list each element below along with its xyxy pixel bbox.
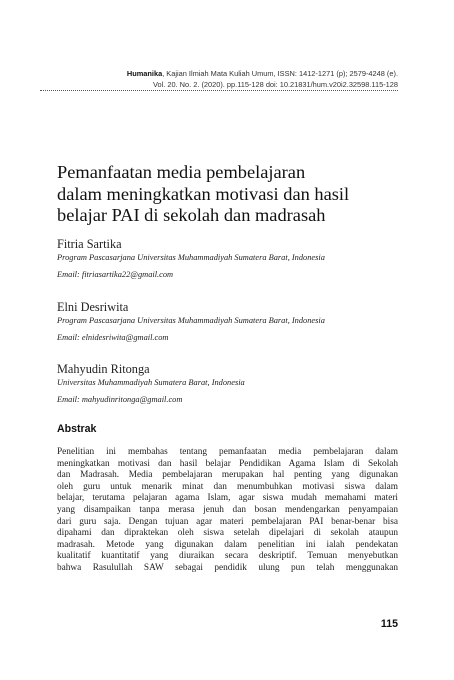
author-block — [57, 299, 402, 344]
author-block — [57, 361, 402, 406]
author-email: Email: fitriasartika22@gmail.com — [57, 270, 174, 279]
author-affiliation: Program Pascasarjana Universitas Muhammadiyah Sumatera Barat, Indonesia — [57, 316, 325, 325]
journal-issn: , Kajian Ilmiah Mata Kuliah Umum, ISSN: 1412-1271 (p); 2579-4248 (e). — [162, 69, 398, 78]
abstract-line: madrasah. Metode yang digunakan dalam penelitian ini ialah pendekatan — [57, 539, 398, 550]
journal-header-line-1 — [40, 68, 398, 79]
page-number: 115 — [380, 618, 398, 630]
journal-header — [40, 68, 398, 90]
abstract-line: dan Madrasah. Media pembelajaran merupakan hal penting yang digunakan — [57, 470, 398, 481]
article-title — [57, 162, 402, 227]
author-block — [57, 236, 402, 281]
article-title-line: dalam meningkatkan motivasi dan hasil — [57, 183, 350, 204]
author-name: Fitria Sartika — [57, 237, 122, 251]
abstract-line: oleh guru untuk menarik minat dan menumbuhkan motivasi siswa dalam — [57, 481, 398, 492]
journal-header-line-2: Vol. 20. No. 2. (2020). pp.115-128 doi: 10.21831/hum.v20i2.32598.115-128 — [152, 80, 398, 89]
abstract-line: dipahami dan dipraktekan oleh siswa setelah dipelajari di sekolah ataupun — [57, 528, 398, 539]
author-name: Mahyudin Ritonga — [57, 362, 150, 376]
abstract-line: meningkatkan motivasi dan hasil belajar Pendidikan Agama Islam di Sekolah — [57, 458, 398, 469]
abstract-heading: Abstrak — [57, 423, 97, 435]
author-affiliation: Universitas Muhammadiyah Sumatera Barat, Indonesia — [57, 378, 245, 387]
abstract-line: kualitatif kuantitatif yang diuraikan secara deskriptif. Temuan menyebutkan — [57, 551, 398, 562]
abstract-line: belajar, terutama pelajaran agama Islam, agar siswa mudah memahami materi — [57, 493, 398, 504]
abstract-line: bahwa Rasulullah SAW sebagai pendidik ulung pun telah menggunakan — [57, 562, 398, 573]
author-email: Email: mahyudinritonga@gmail.com — [57, 395, 183, 404]
abstract-line: yang disampaikan tanpa merasa jenuh dan bosan mendengarkan penyampaian — [57, 504, 398, 515]
journal-name: Humanika — [126, 69, 163, 78]
article-title-line: belajar PAI di sekolah dan madrasah — [57, 205, 326, 225]
abstract-line: Penelitian ini membahas tentang pemanfaatan media pembelajaran dalam — [57, 447, 398, 457]
author-affiliation: Program Pascasarjana Universitas Muhammadiyah Sumatera Barat, Indonesia — [57, 253, 325, 262]
abstract-body — [57, 447, 398, 575]
abstract-line: dari guru saja. Dengan tujuan agar materi pembelajaran PAI benar-benar bisa — [57, 516, 398, 527]
header-divider — [40, 90, 398, 91]
author-name: Elni Desriwita — [57, 300, 129, 314]
author-email: Email: elnidesriwita@gmail.com — [57, 333, 169, 342]
article-title-line: Pemanfaatan media pembelajaran — [57, 162, 306, 182]
